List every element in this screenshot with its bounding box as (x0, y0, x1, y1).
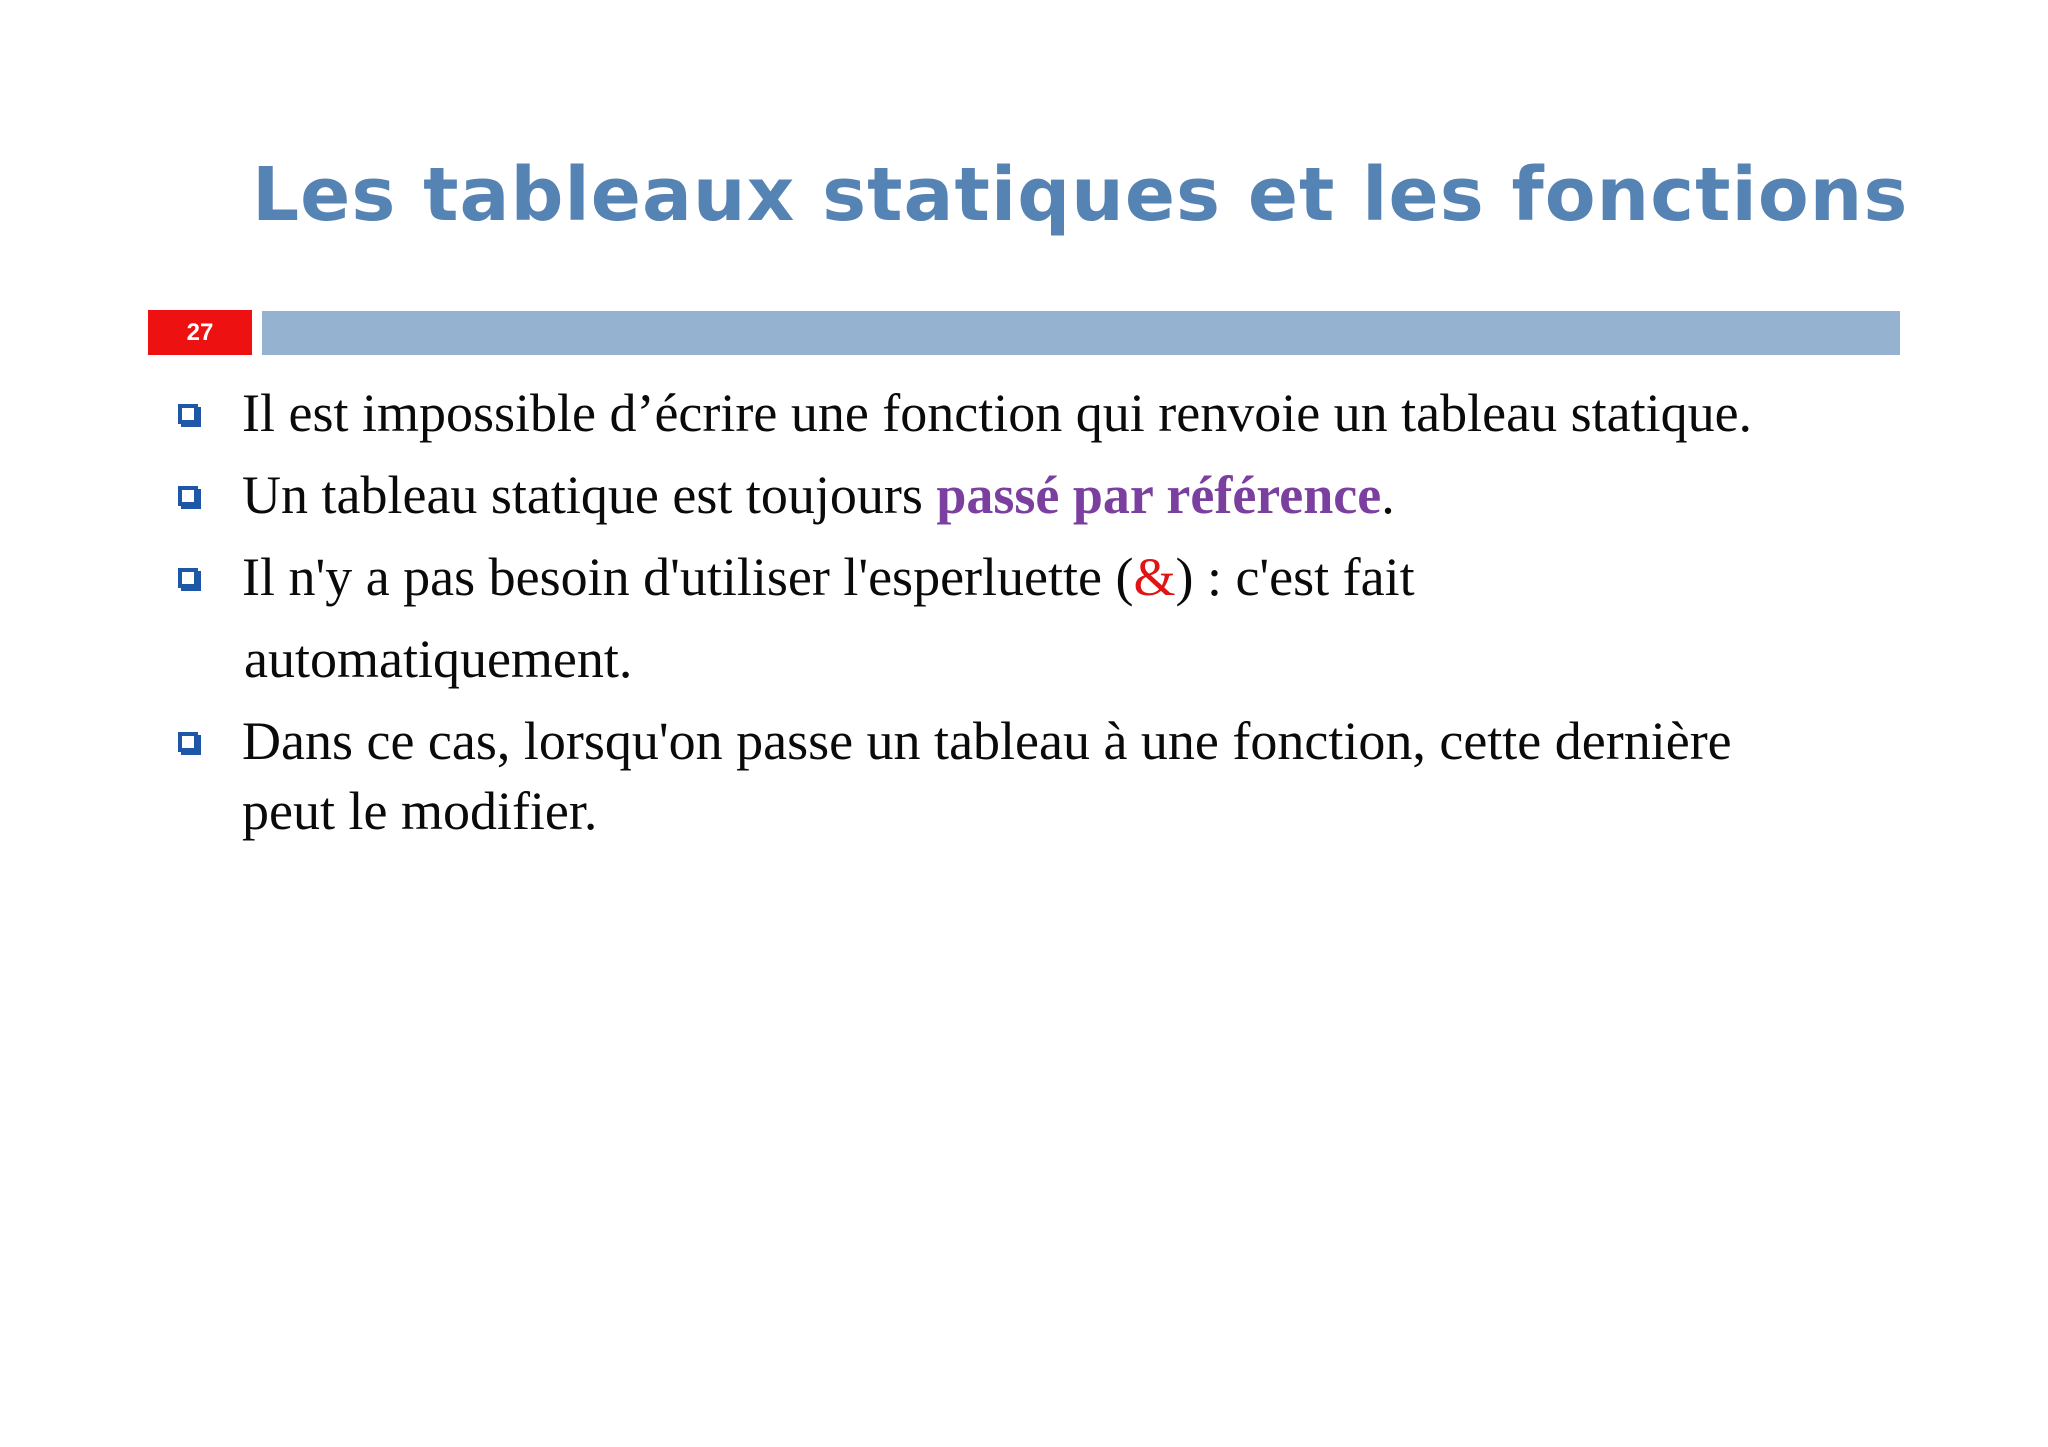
checkbox-square-icon (178, 404, 198, 424)
bullet-text: Dans ce cas, lorsqu'on passe un tableau à une fonction, cette dernière (242, 711, 1732, 771)
bullet-text-plain: Un tableau statique est toujours (242, 465, 937, 525)
title-underline-bar (262, 311, 1900, 355)
checkbox-square-icon (178, 732, 198, 752)
bullet-text-plain: ) : c'est fait (1175, 547, 1415, 607)
bullet-text: Il est impossible d’écrire une fonction qui renvoie un tableau statique. (242, 383, 1753, 443)
bullet-text (242, 536, 1415, 618)
slide-title: Les tableaux statiques et les fonctions (252, 152, 1909, 238)
highlighted-term: passé par référence (936, 465, 1382, 525)
ampersand-symbol: & (1133, 547, 1176, 607)
bullet-text: automatiquement. (244, 629, 633, 689)
bullet-text (242, 454, 1395, 536)
page-number: 27 (186, 318, 214, 346)
checkbox-square-icon (178, 486, 198, 506)
bullet-text-plain: Il n'y a pas besoin d'utiliser l'esperluette ( (242, 547, 1134, 607)
checkbox-square-icon (178, 568, 198, 588)
bullet-text: peut le modifier. (242, 781, 598, 841)
bullet-text-plain: . (1381, 465, 1395, 525)
page-number-badge (148, 310, 252, 355)
